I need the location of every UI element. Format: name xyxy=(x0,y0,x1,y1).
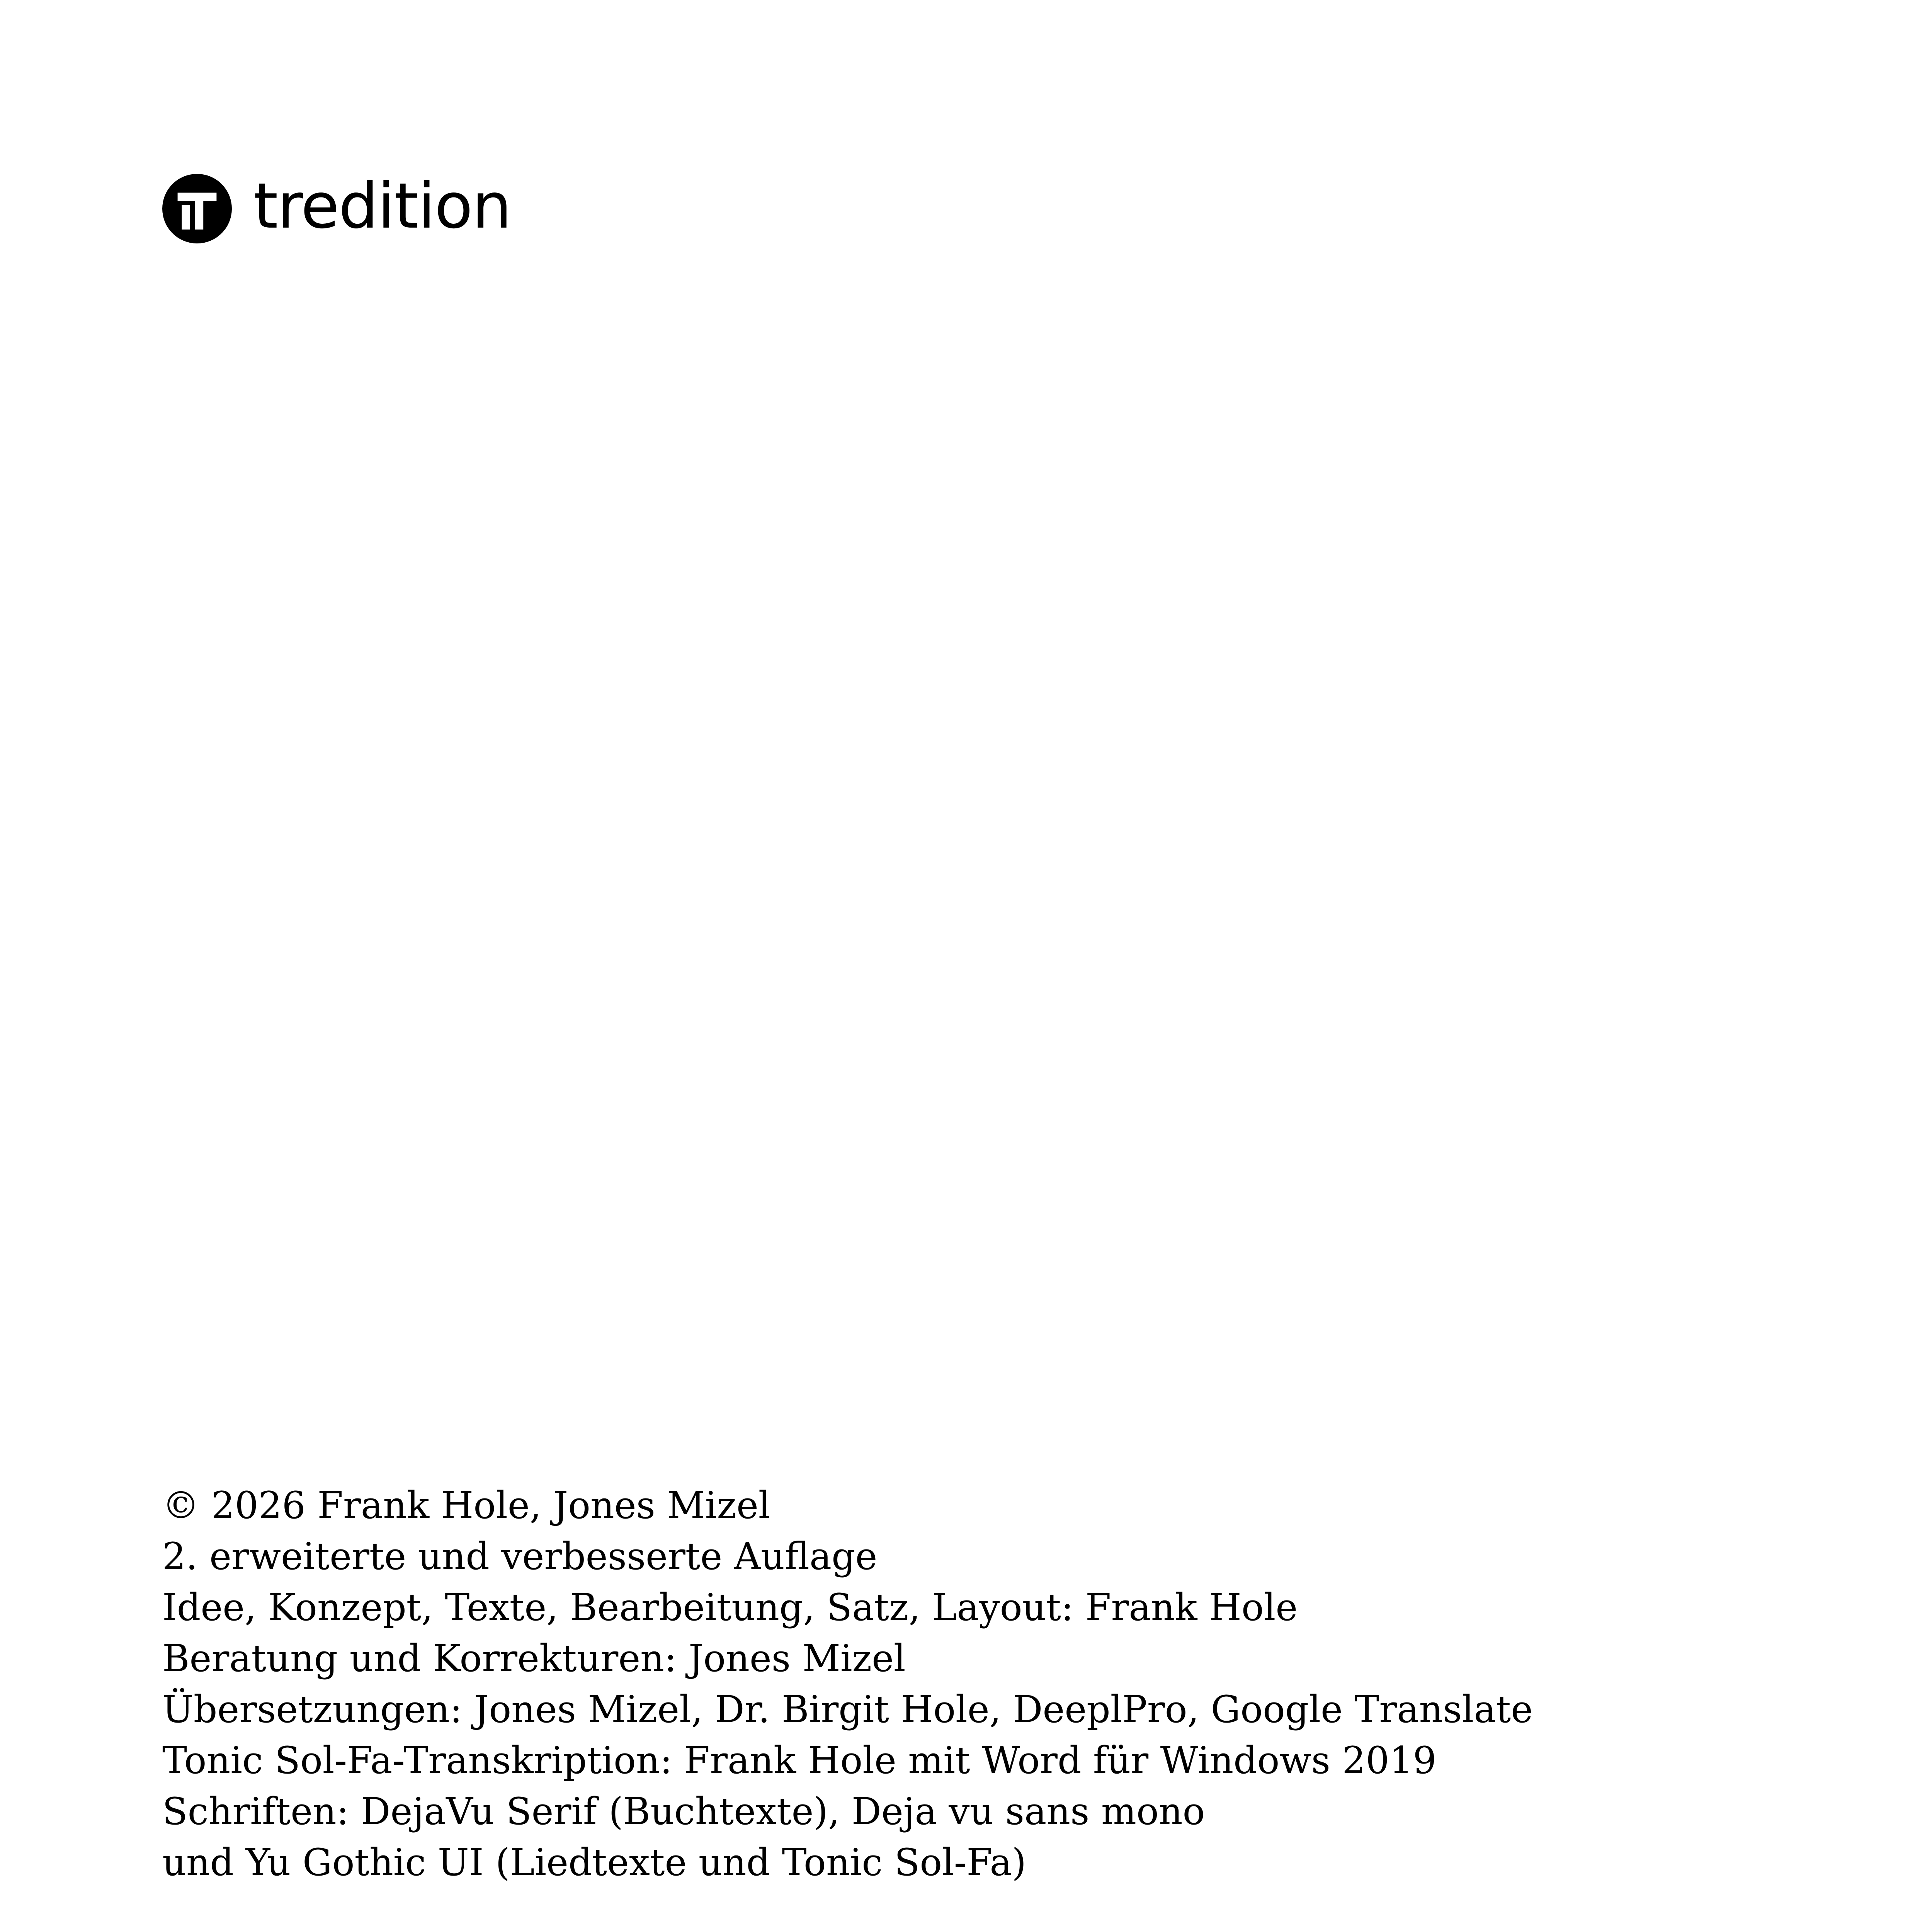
transcription-line: Tonic Sol-Fa-Transkription: Frank Hole mit Word für Windows 2019 xyxy=(162,1739,1437,1782)
translations-line: Übersetzungen: Jones Mizel, Dr. Birgit Hole, DeeplPro, Google Translate xyxy=(162,1688,1533,1731)
spacer xyxy=(162,1888,1824,1932)
copyright-line: © 2026 Frank Hole, Jones Mizel xyxy=(162,1484,770,1527)
tredition-logo-icon xyxy=(162,174,232,243)
fonts-line-2: und Yu Gothic UI (Liedtexte und Tonic Sol-Fa) xyxy=(162,1841,1027,1884)
consulting-line: Beratung und Korrekturen: Jones Mizel xyxy=(162,1637,906,1680)
concept-line: Idee, Konzept, Texte, Bearbeitung, Satz, Layout: Frank Hole xyxy=(162,1586,1298,1629)
edition-line: 2. erweiterte und verbesserte Auflage xyxy=(162,1535,878,1578)
imprint-block xyxy=(162,1480,1824,1932)
logo-wordmark: tredition xyxy=(253,170,511,243)
fonts-line-1: Schriften: DejaVu Serif (Buchtexte), Deja vu sans mono xyxy=(162,1790,1205,1833)
publisher-logo xyxy=(162,170,511,247)
